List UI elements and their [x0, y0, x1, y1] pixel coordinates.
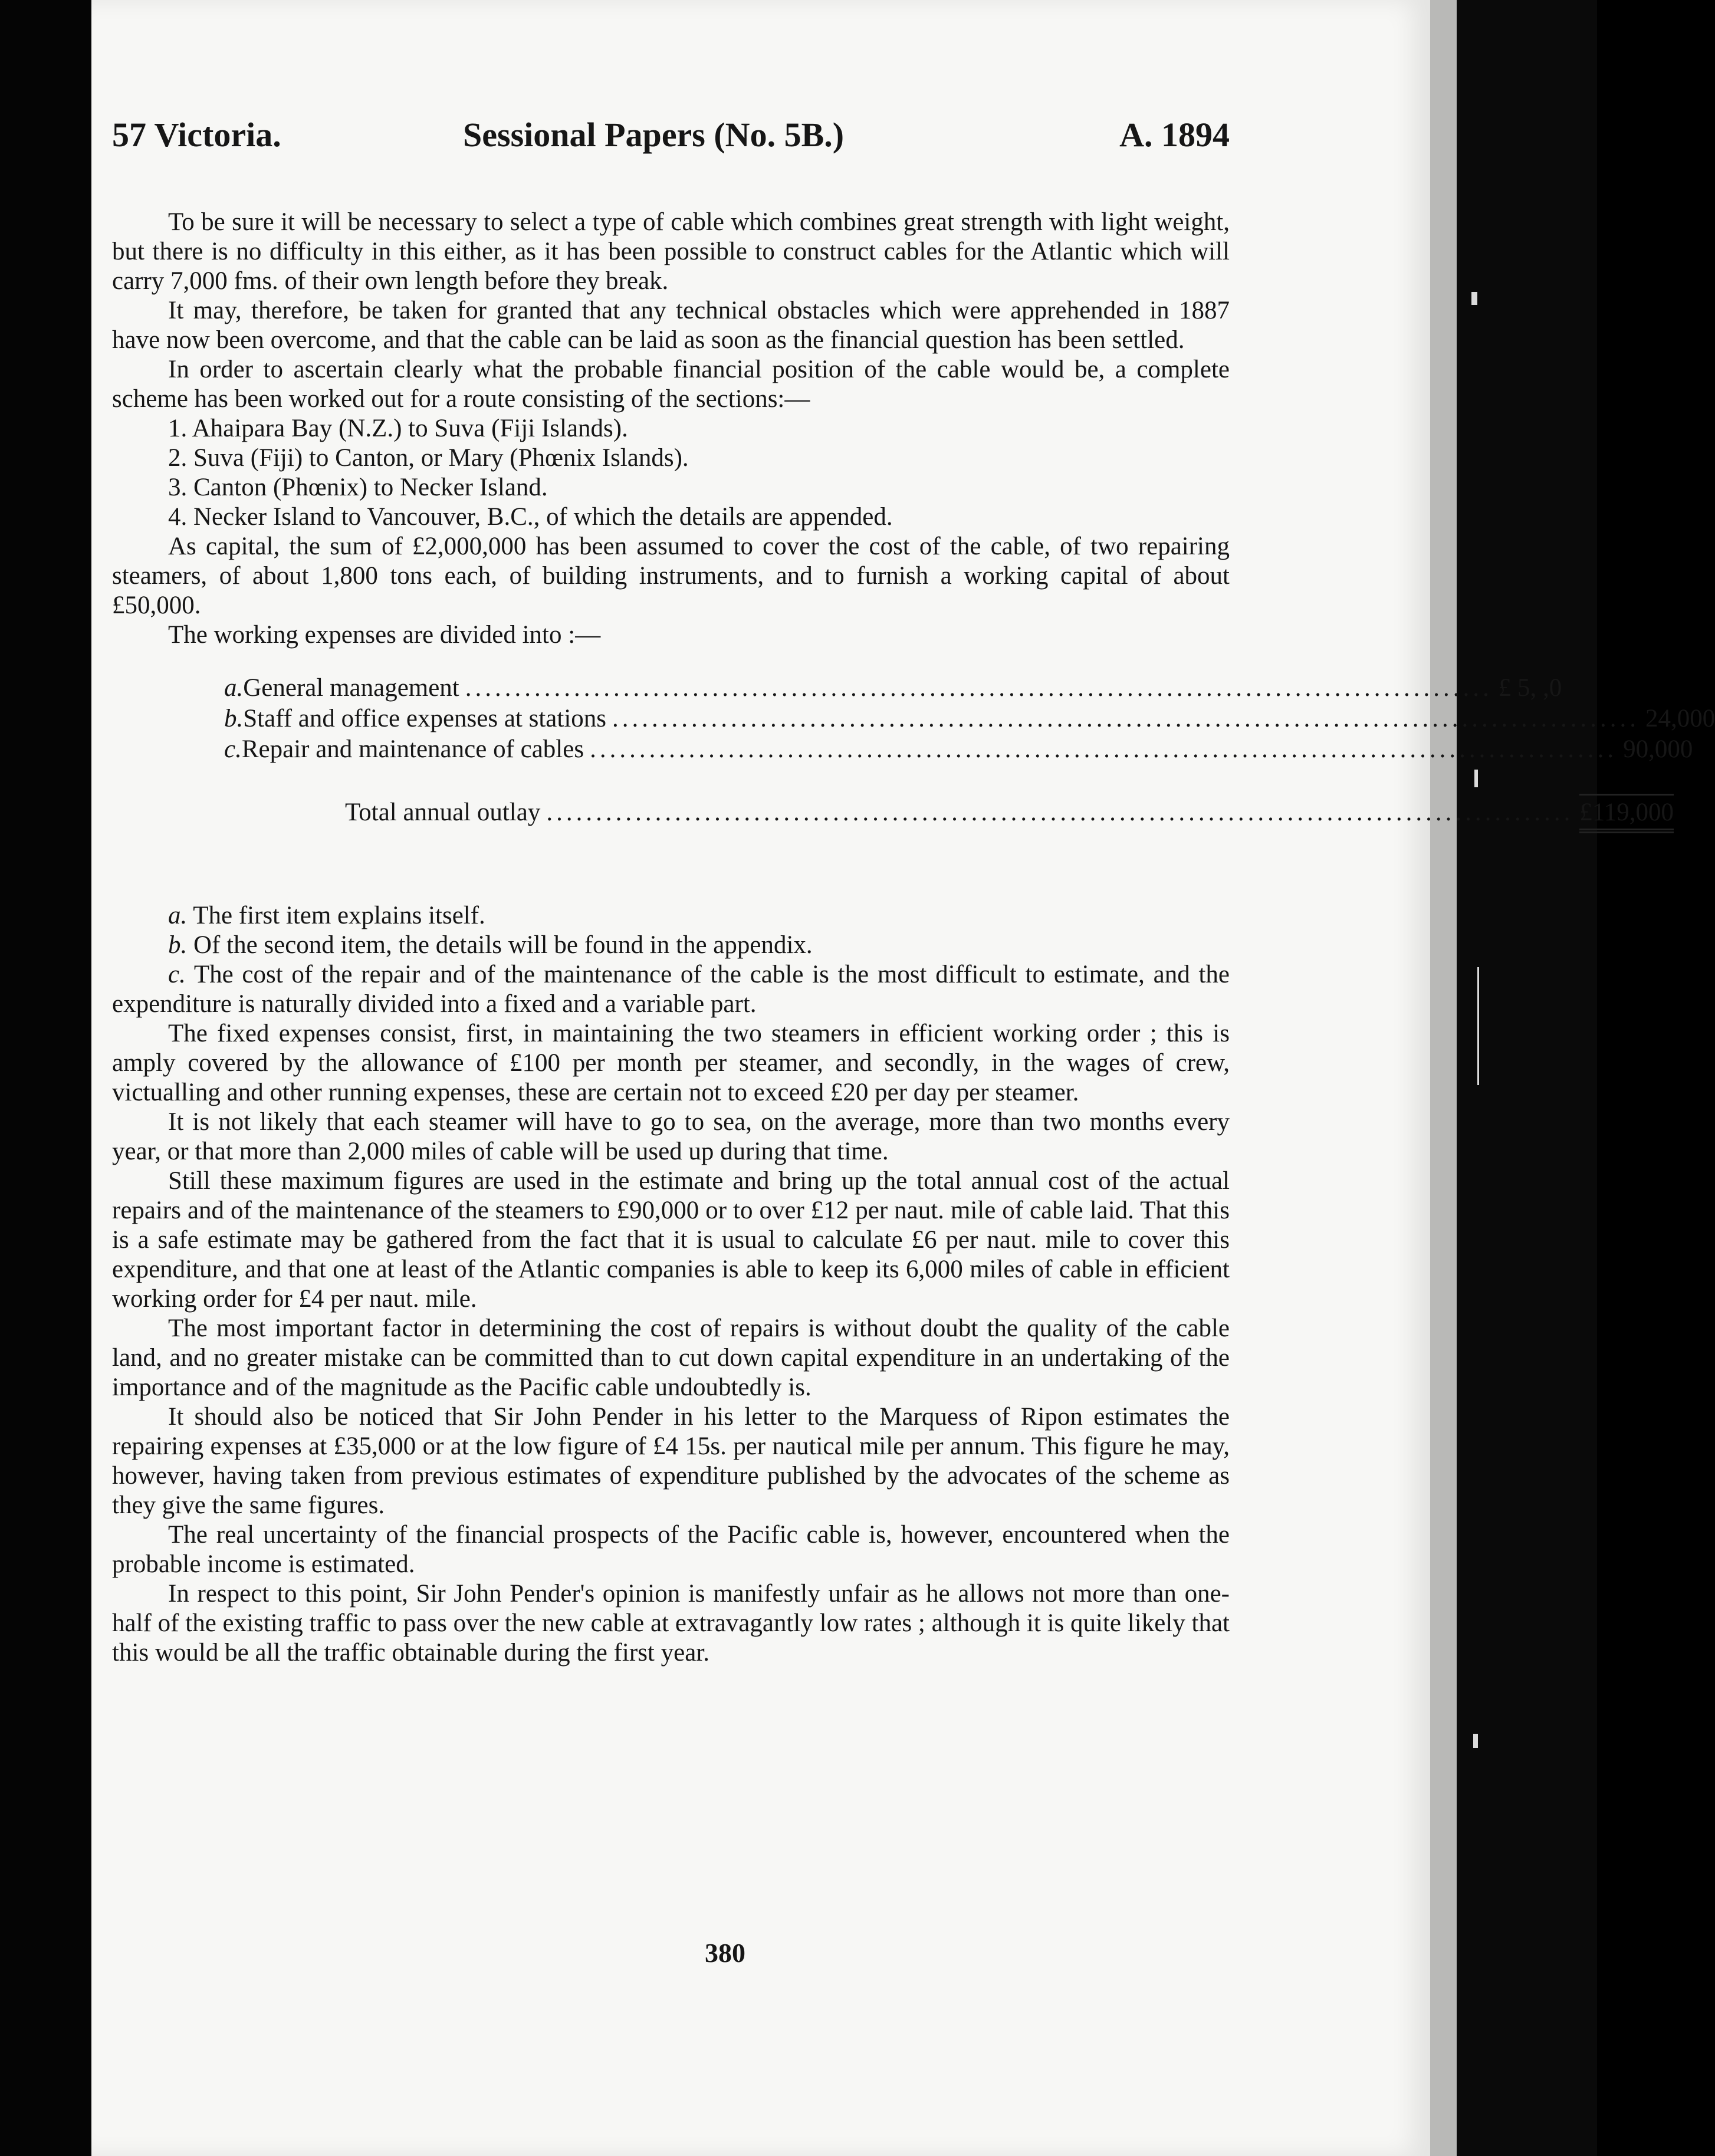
paragraph: In respect to this point, Sir John Pender's opinion is manifestly unfair as he allows not more than one-half of the existing traffic to pass over the new cable at extravagantly low rates ; although it is quite likely that this would be all the traffic obtainable during the first year.: [112, 1580, 1230, 1667]
header-session: 57 Victoria.: [112, 116, 281, 154]
scan-speck: [1471, 292, 1477, 305]
scan-border-left: [0, 0, 91, 2156]
route-sections-list: [112, 414, 1230, 532]
table-row: [224, 704, 1715, 735]
paragraph: The working expenses are divided into :—: [168, 621, 601, 649]
table-row: [224, 735, 1693, 765]
document-body: [112, 208, 1715, 1668]
header-title: Sessional Papers (No. 5B.): [463, 116, 845, 154]
note-item: [112, 960, 1230, 1019]
note-text: The first item explains itself.: [193, 902, 485, 929]
leader-dots: ........................................................................................................: [590, 735, 1618, 763]
notes-section: [112, 901, 1230, 1019]
running-header: [112, 115, 1230, 168]
note-text: The cost of the repair and of the maintenance of the cable is the most difficult to estimate, and the expenditure is naturally divided into a fixed and a variable part.: [112, 961, 1230, 1018]
total-label: Total annual outlay: [345, 798, 541, 826]
list-item: 2. Suva (Fiji) to Canton, or Mary (Phœnix Islands).: [168, 444, 689, 472]
row-amount: 90,000: [1623, 735, 1693, 763]
row-letter: c.: [224, 735, 242, 763]
row-label: General management: [243, 674, 459, 702]
paragraph: It is not likely that each steamer will have to go to sea, on the average, more than two months every year, or that more than 2,000 miles of cable will be used up during that time.: [112, 1108, 1230, 1165]
header-year: A. 1894: [1119, 116, 1230, 154]
row-label: Staff and office expenses at stations: [243, 705, 607, 732]
paragraph: The most important factor in determining the cost of repairs is without doubt the quality of the cable land, and no greater mistake can be committed than to cut down capital expenditure in an undertaking of the importance and of the magnitude as the Pacific cable undoubtedly is.: [112, 1314, 1230, 1401]
list-item: 3. Canton (Phœnix) to Necker Island.: [168, 474, 548, 501]
note-item: [112, 901, 1230, 931]
paragraph: Still these maximum figures are used in the estimate and bring up the total annual cost of the actual repairs and of the maintenance of the steamers to £90,000 or to over £12 per naut. mile of cable laid. That this is a safe estimate may be gathered from the fact that it is usual to calculate £6 per naut. mile to cover this expenditure, and that one at least of the Atlantic companies is able to keep its 6,000 miles of cable in efficient working order for £4 per naut. mile.: [112, 1167, 1230, 1313]
scan-speck: [1474, 770, 1478, 787]
note-text: Of the second item, the details will be found in the appendix.: [193, 931, 813, 959]
paragraph: As capital, the sum of £2,000,000 has been assumed to cover the cost of the cable, of two repairing steamers, of about 1,800 tons each, of building instruments, and to furnish a working capital of about £50,000.: [112, 533, 1230, 619]
row-letter: a.: [224, 674, 244, 702]
table-row: [224, 673, 1562, 704]
paragraph: It should also be noticed that Sir John Pender in his letter to the Marquess of Ripon estimates the repairing expenses at £35,000 or at the low figure of £4 15s. per nautical mile per annum. This figure he may, however, having taken from previous estimates of expenditure published by the advocates of the scheme as they give the same figures.: [112, 1403, 1230, 1519]
paragraph: In order to ascertain clearly what the probable financial position of the cable would be, a complete scheme has been worked out for a route consisting of the sections:—: [112, 356, 1230, 413]
list-item: 1. Ahaipara Bay (N.Z.) to Suva (Fiji Islands).: [168, 415, 628, 442]
total-row: [224, 794, 1674, 826]
row-amount: £ 5, ,0: [1498, 674, 1562, 702]
note-letter: c.: [168, 961, 186, 988]
expenses-table: [224, 673, 1715, 826]
page-number: 380: [705, 1938, 745, 1968]
row-letter: b.: [224, 705, 244, 732]
leader-dots: ........................................................................................................: [546, 798, 1574, 826]
leader-dots: ........................................................................................................: [465, 674, 1493, 702]
paragraph: The real uncertainty of the financial prospects of the Pacific cable is, however, encountered when the probable income is estimated.: [112, 1521, 1230, 1578]
row-label: Repair and maintenance of cables: [241, 735, 584, 763]
paragraph: The fixed expenses consist, first, in maintaining the two steamers in efficient working order ; this is amply covered by the allowance of £100 per month per steamer, and secondly, in the wages of crew, victualling and other running expenses, these are certain not to exceed £20 per day per steamer.: [112, 1020, 1230, 1106]
paragraph: It may, therefore, be taken for granted that any technical obstacles which were apprehended in 1887 have now been overcome, and that the cable can be laid as soon as the financial question has been settled.: [112, 297, 1230, 354]
total-amount: £119,000: [1579, 794, 1674, 833]
list-item: 4. Necker Island to Vancouver, B.C., of which the details are appended.: [168, 503, 893, 531]
scan-speck: [1473, 1734, 1478, 1748]
note-letter: b.: [168, 931, 188, 959]
note-item: [112, 931, 1230, 960]
page-gutter: [1430, 0, 1457, 2156]
note-letter: a.: [168, 902, 188, 929]
row-amount: 24,000: [1645, 705, 1715, 732]
scan-speck: [1477, 967, 1479, 1085]
paragraph: To be sure it will be necessary to select a type of cable which combines great strength with light weight, but there is no difficulty in this either, as it has been possible to construct cables for the Atlantic which will carry 7,000 fms. of their own length before they break.: [112, 208, 1230, 295]
leader-dots: ........................................................................................................: [612, 705, 1640, 732]
